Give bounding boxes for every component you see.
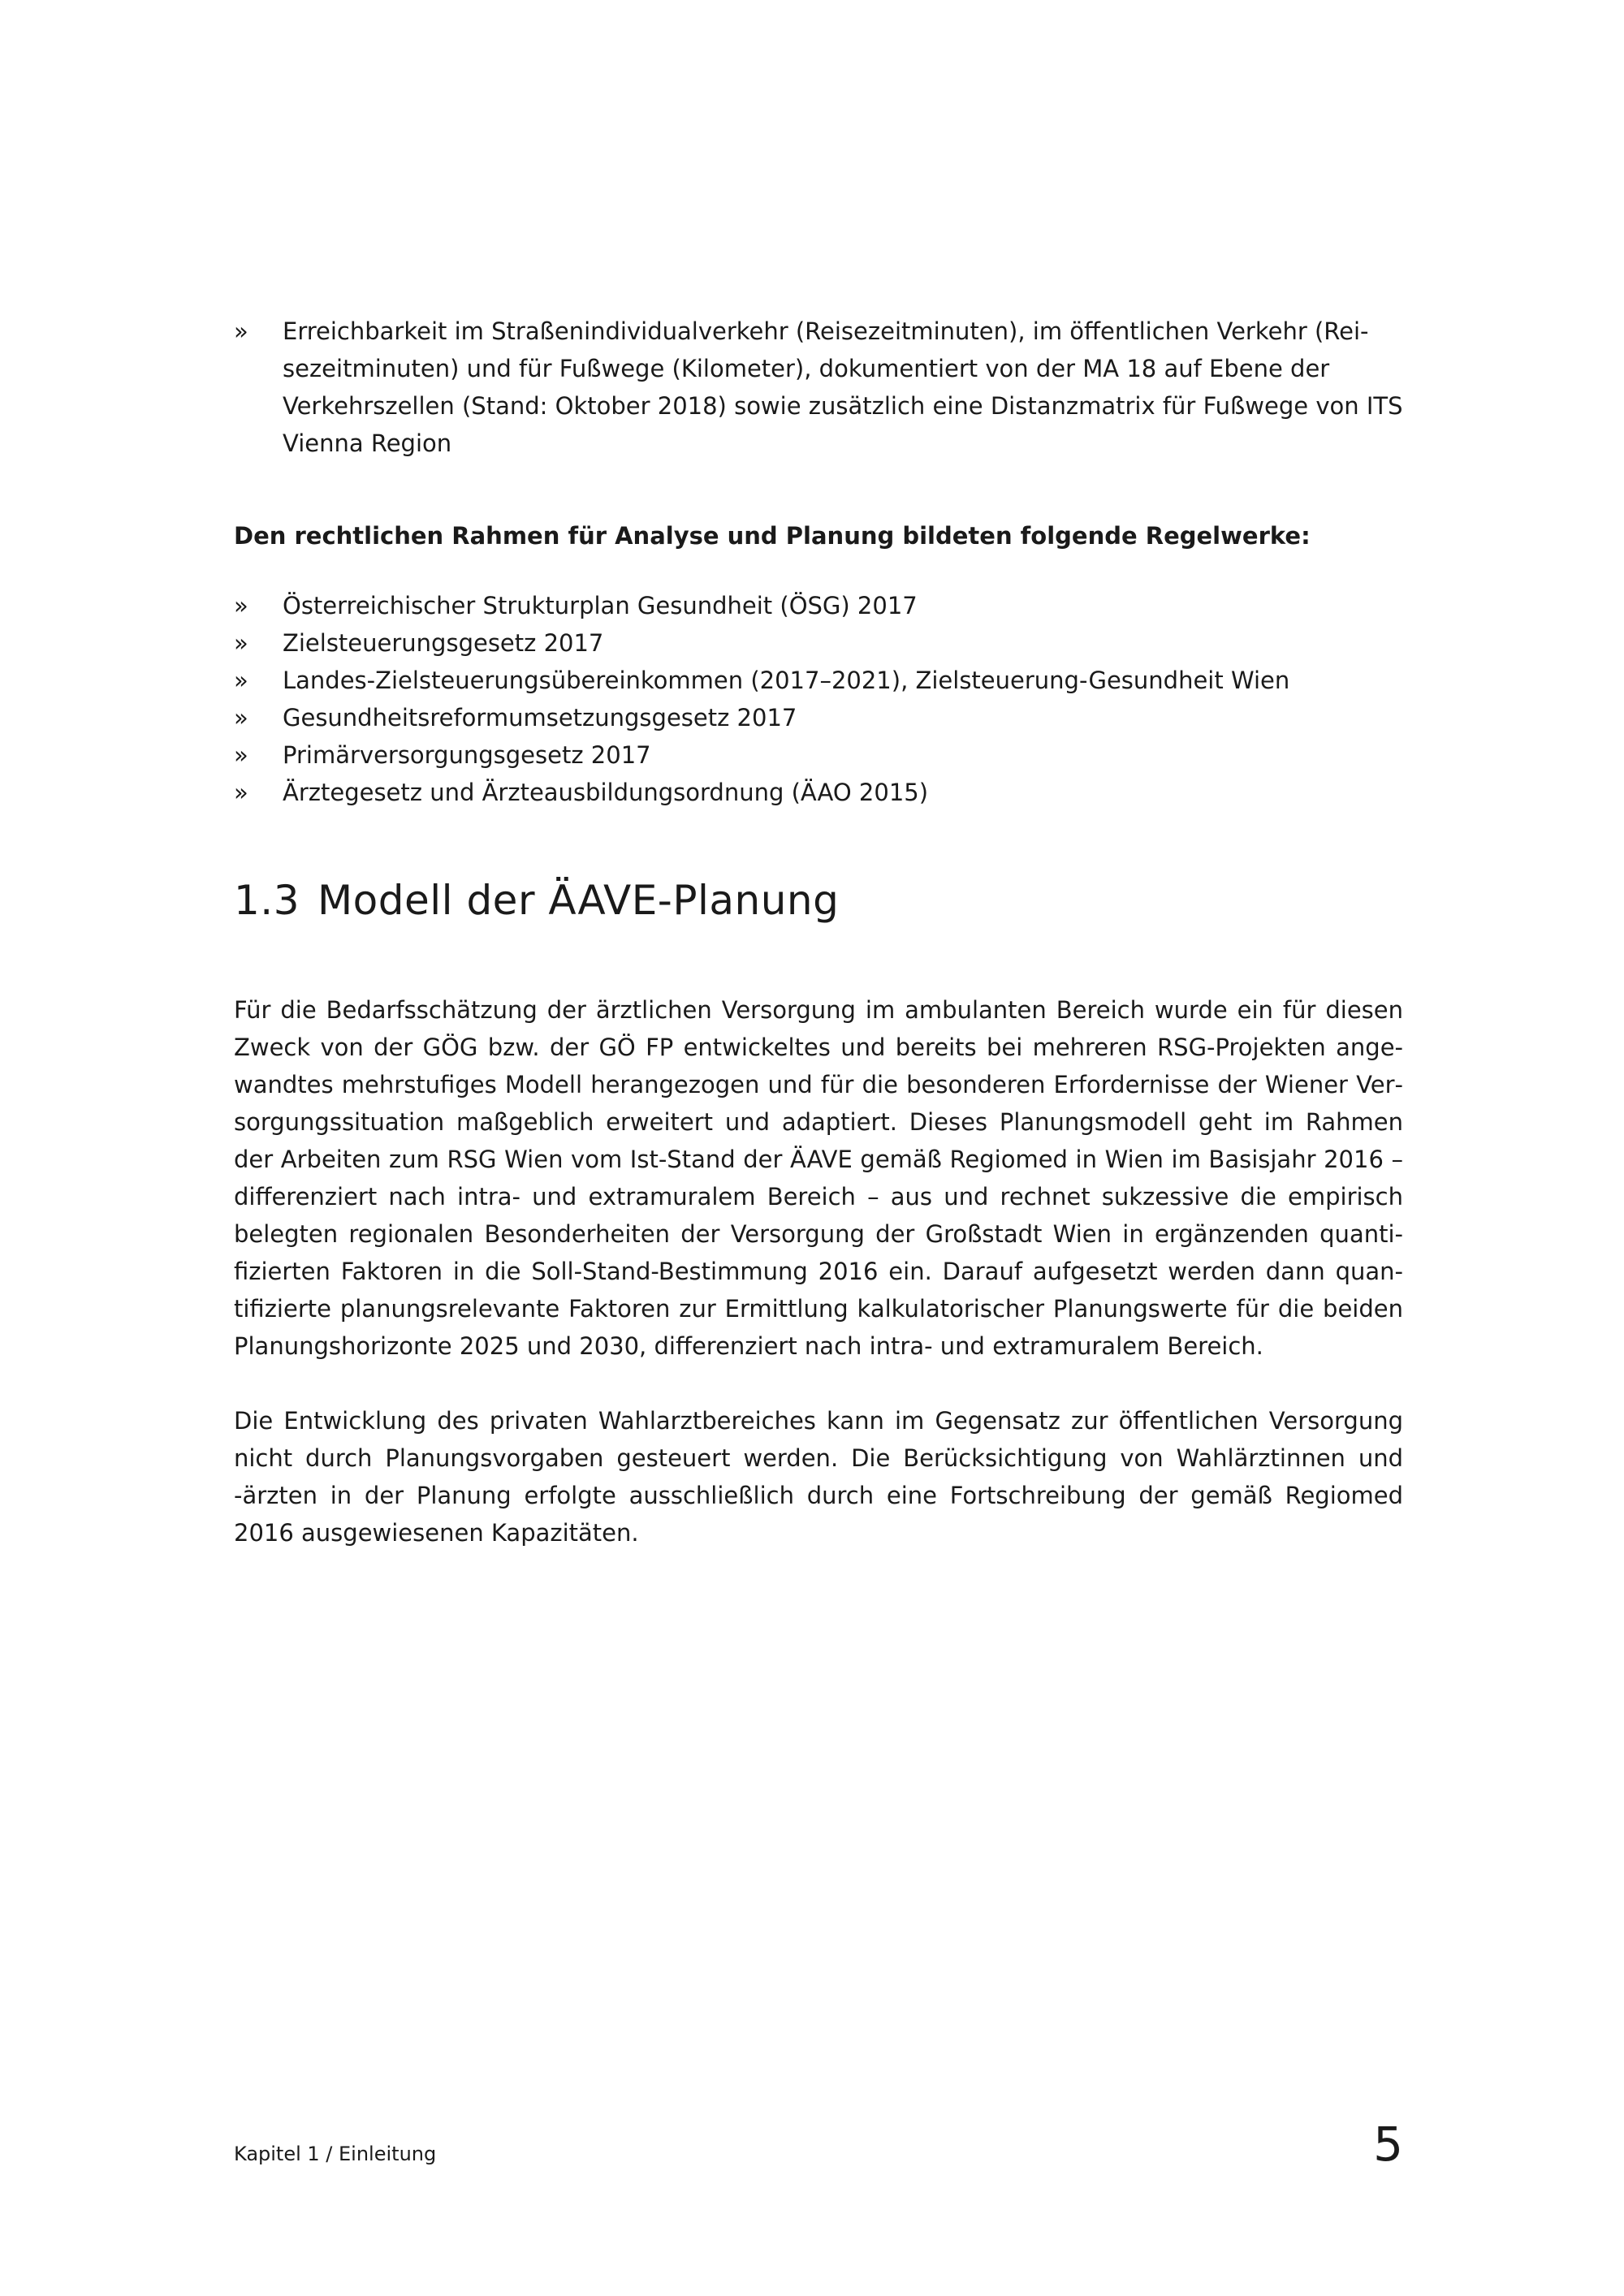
body-paragraph: Die Entwicklung des privaten Wahlarztbereiches kann im Gegensatz zur öffentlichen Versorgung nicht durch Planungsvorgaben gesteuert werden. Die Berücksichtigung von Wahlärztinnen und -ärzten in der Planung erfolgte ausschließlich durch eine Fortschreibung der gemäß Regiomed 2016 ausgewiesenen Kapazitäten. (234, 1407, 1403, 1547)
section-title: Modell der ÄAVE-Planung (317, 877, 840, 924)
list-item-text: Landes-Zielsteuerungsübereinkommen (2017–2021), Zielsteuerung-Gesundheit Wien (283, 667, 1290, 694)
section-heading (234, 874, 1403, 926)
bullet-marker: » (234, 779, 248, 806)
list-item-text: Ärztegesetz und Ärzteausbildungsordnung (ÄAO 2015) (283, 779, 929, 806)
bullet-marker: » (234, 741, 248, 769)
list-item (234, 699, 1403, 736)
page-content (234, 313, 1403, 1552)
list-item-text: Zielsteuerungsgesetz 2017 (283, 629, 604, 657)
list-item (234, 774, 1403, 811)
list-item (234, 624, 1403, 662)
list-item-text: Primärversorgungsgesetz 2017 (283, 741, 651, 769)
legal-framework-list (234, 587, 1403, 811)
body-paragraph: Für die Bedarfsschätzung der ärztlichen Versorgung im ambulanten Bereich wurde ein für diesen Zweck von der GÖG bzw. der GÖ FP entwickeltes und bereits bei mehreren RSG-Projekten angewandtes mehrstufiges Modell herangezogen und für die besonderen Erfordernisse der Wiener Versorgungssituation maßgeblich erweitert und adaptiert. Dieses Planungsmodell geht im Rahmen der Arbeiten zum RSG Wien vom Ist-Stand der ÄAVE gemäß Regiomed in Wien im Basisjahr 2016 – differenziert nach intra- und extramuralem Bereich – aus und rechnet sukzessive die empirisch belegten regionalen Besonderheiten der Versorgung der Großstadt Wien in ergänzenden quantifizierten Faktoren in die Soll-Stand-Bestimmung 2016 ein. Darauf aufgesetzt werden dann quantifizierte planungsrelevante Faktoren zur Ermittlung kalkulatorischer Planungswerte für die beiden Planungshorizonte 2025 und 2030, differenziert nach intra- und extramuralem Bereich. (234, 996, 1403, 1360)
list-item-text: Österreichischer Strukturplan Gesundheit (ÖSG) 2017 (283, 592, 918, 619)
bullet-marker: » (234, 704, 248, 732)
data-sources-list (234, 313, 1403, 462)
list-item (234, 313, 1403, 462)
bullet-marker: » (234, 629, 248, 657)
bullet-marker: » (234, 592, 248, 619)
list-item (234, 662, 1403, 699)
list-item (234, 736, 1403, 774)
list-item (234, 587, 1403, 624)
section-number: 1.3 (234, 877, 300, 924)
bullet-marker: » (234, 667, 248, 694)
list-item-text: Gesundheitsreformumsetzungsgesetz 2017 (283, 704, 797, 732)
legal-framework-heading: Den rechtlichen Rahmen für Analyse und Planung bildeten folgende Regelwerke: (234, 522, 1311, 550)
bullet-marker: » (234, 317, 248, 345)
footer-chapter: Kapitel 1 / Einleitung (234, 2143, 437, 2165)
list-item-text: Erreichbarkeit im Straßenindividualverkehr (Reisezeitminuten), im öffentlichen Verkehr (Reisezeitminuten) und für Fußwege (Kilometer), dokumentiert von der MA 18 auf Ebene der Verkehrszellen (Stand: Oktober 2018) sowie zusätzlich eine Distanzmatrix für Fußwege von ITS Vienna Region (283, 317, 1403, 457)
page-number: 5 (1373, 2117, 1403, 2172)
